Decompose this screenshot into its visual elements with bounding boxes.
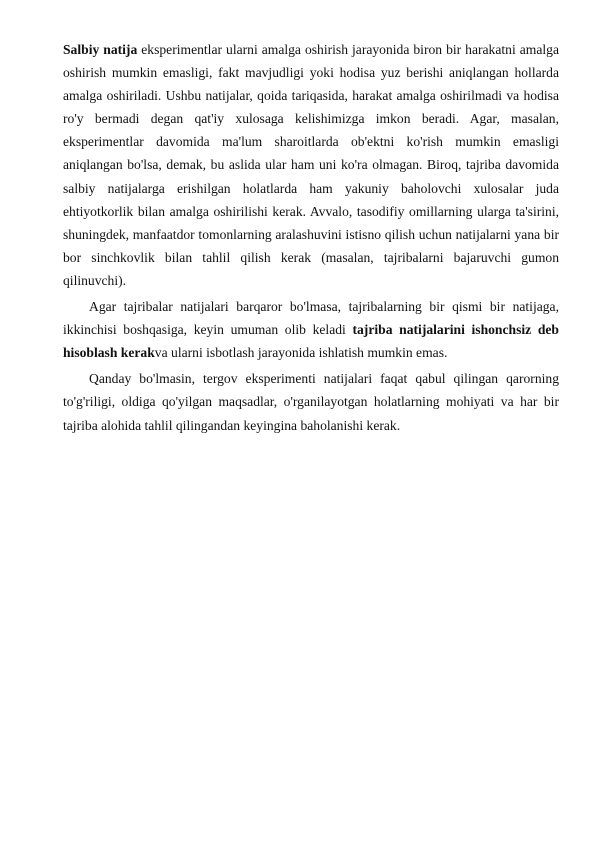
term-negative-result: Salbiy natija xyxy=(63,42,138,57)
term-unreliable-results: tajriba natijalarini ishonchsiz deb hisoblash kerak xyxy=(63,322,559,361)
paragraph-unstable-results xyxy=(63,295,559,364)
paragraph-evaluation xyxy=(63,367,559,436)
paragraph-negative-result xyxy=(63,38,559,292)
paragraph-2-text-before: Agar tajribalar natijalari barqaror bo'lmasa, tajribalarning bir qismi bir natijaga, ikkinchisi boshqasiga, keyin umuman olib keladi xyxy=(63,299,559,338)
document-page xyxy=(63,38,559,440)
paragraph-2-text-after: va ularni isbotlash jarayonida ishlatish mumkin emas. xyxy=(154,345,448,361)
paragraph-3-text: Qanday bo'lmasin, tergov eksperimenti natijalari faqat qabul qilingan qarorning to'g'riligi, oldiga qo'yilgan maqsadlar, o'rganilayotgan holatlarning mohiyati va har bir tajriba alohida tahlil qilingandan keyingina baholanishi kerak. xyxy=(63,371,559,433)
paragraph-1-text: eksperimentlar ularni amalga oshirish jarayonida biron bir harakatni amalga oshirish mumkin emasligi, fakt mavjudligi yoki hodisa yuz berishi aniqlangan hollarda amalga oshiriladi. Ushbu natijalar, qoida tariqasida, harakat amalga oshirilmadi va hodisa ro'y bermadi degan qat'iy xulosaga kelishimizga imkon beradi. Agar, masalan, eksperimentlar davomida ma'lum sharoitlarda ob'ektni ko'rish mumkin emasligi aniqlangan bo'lsa, demak, bu aslida ular ham uni ko'ra olmagan. Biroq, tajriba davomida salbiy natijalarga erishilgan holatlarda ham yakuniy baholovchi xulosalar juda ehtiyotkorlik bilan amalga oshirilishi kerak. Avvalo, tasodifiy omillarning ularga ta'sirini, shuningdek, manfaatdor tomonlarning aralashuvini istisno qilish uchun natijalarni yana bir bor sinchkovlik bilan tahlil qilish kerak (masalan, tajribalarni bajaruvchi gumon qilinuvchi). xyxy=(63,42,559,288)
